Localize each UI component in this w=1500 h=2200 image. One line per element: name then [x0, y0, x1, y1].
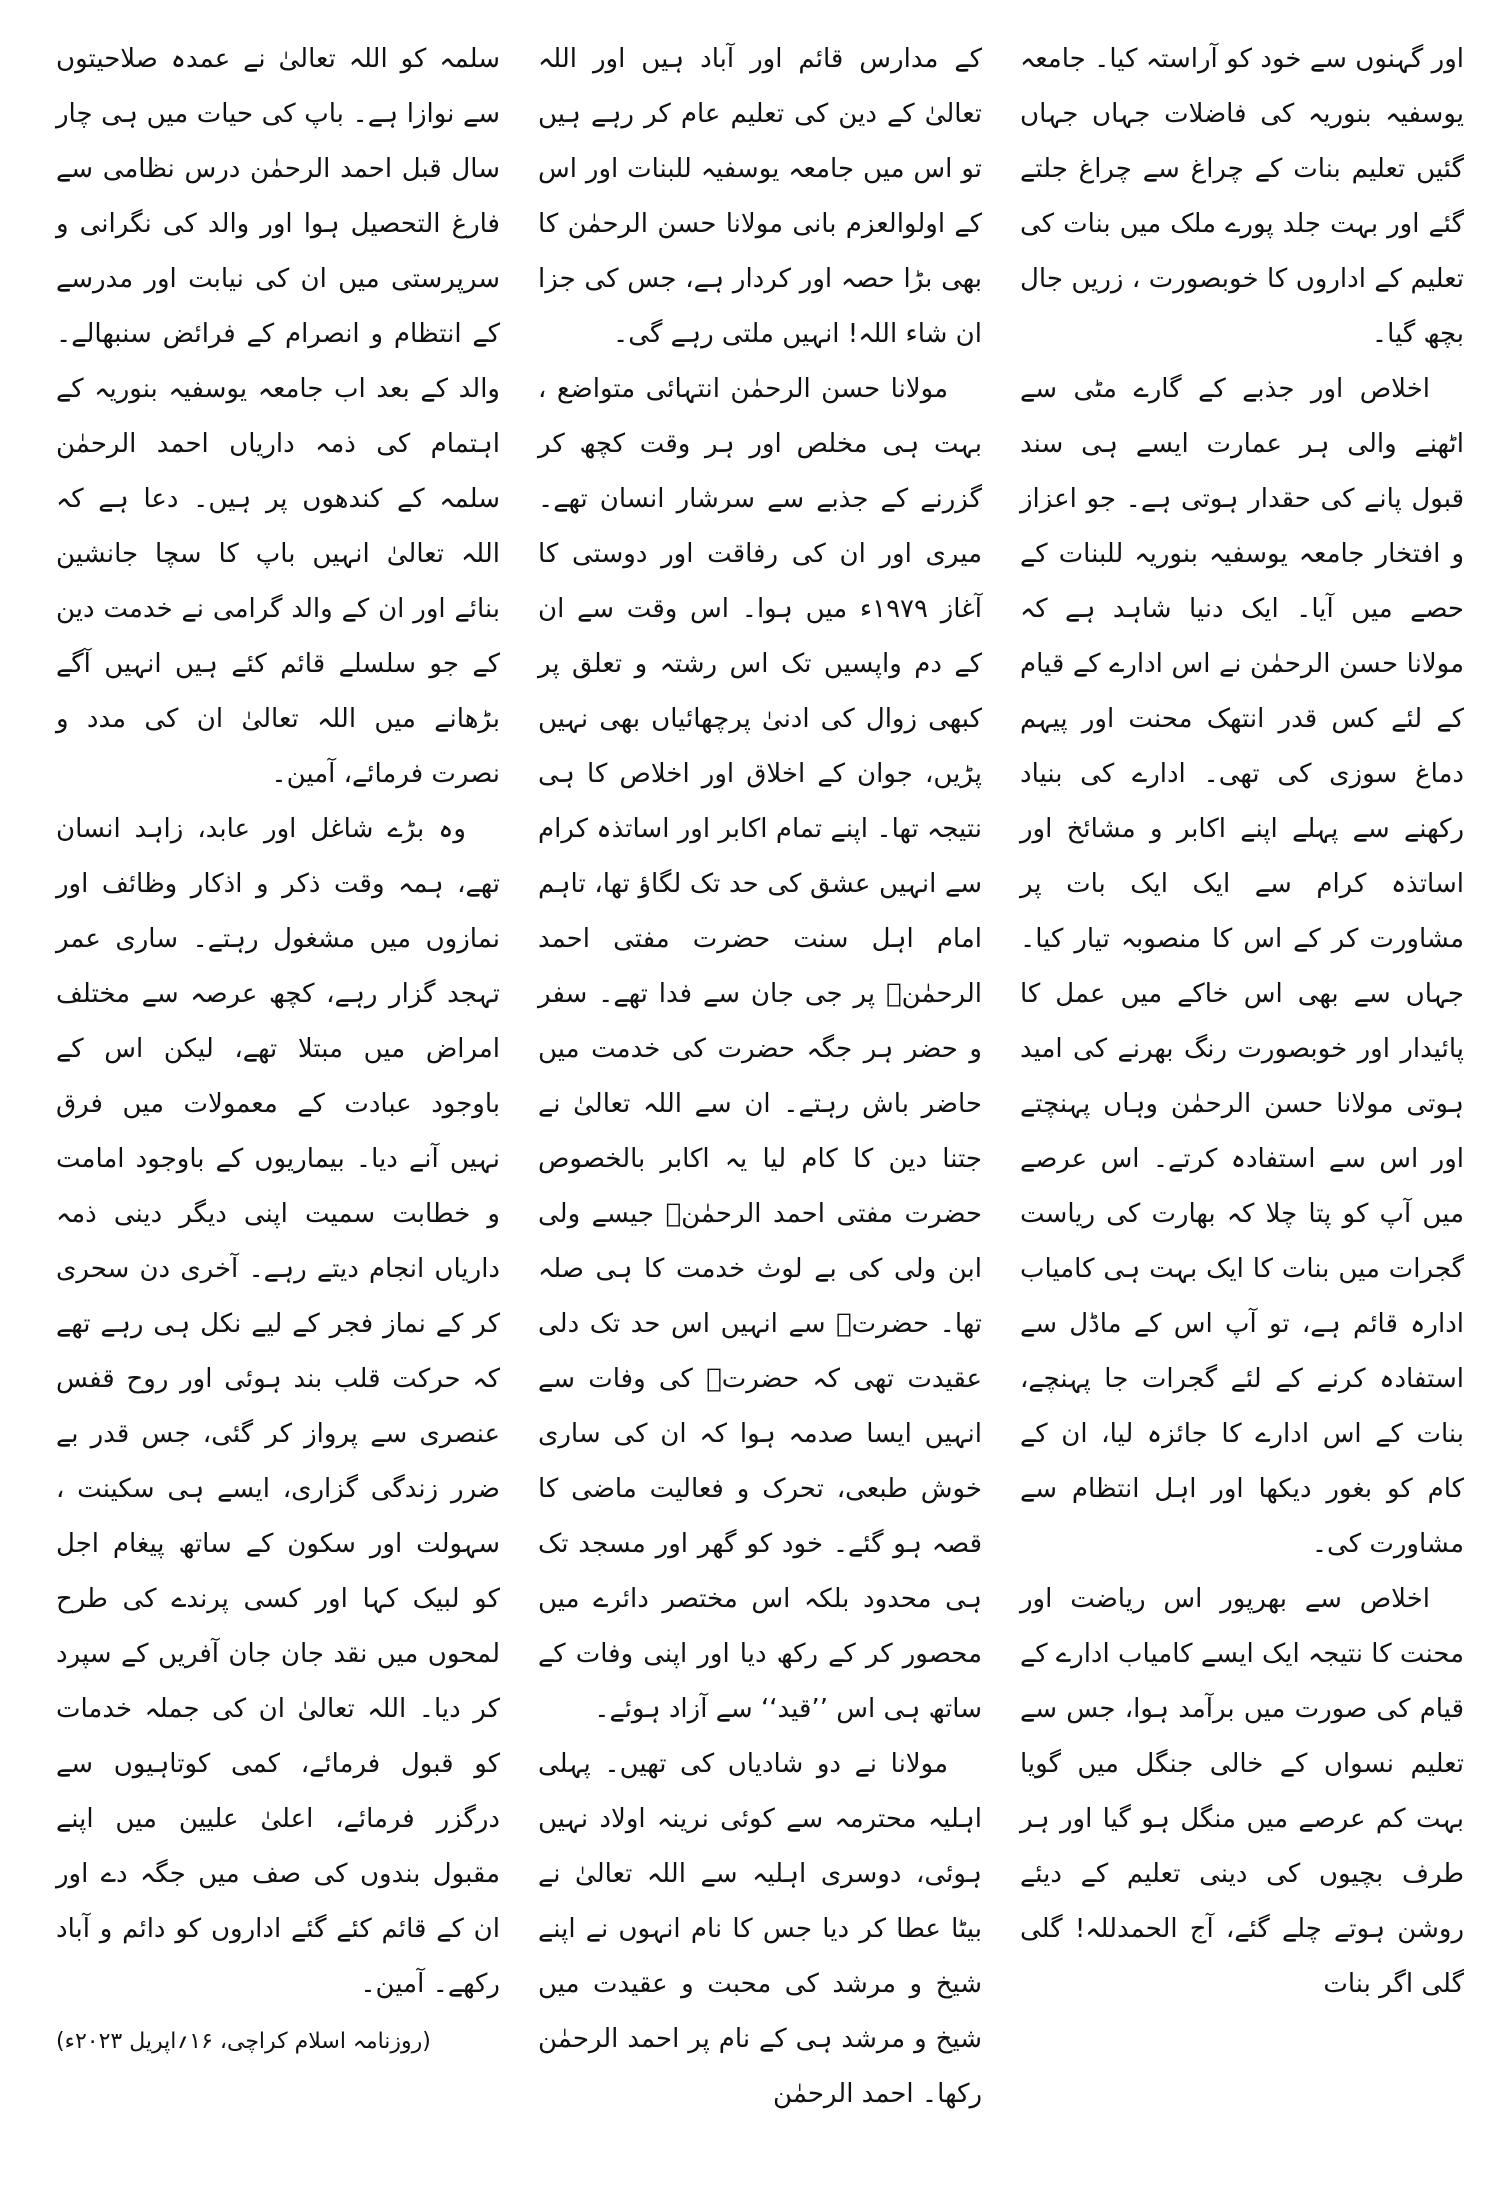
column-gap: [508, 32, 530, 2180]
column-left: [48, 32, 508, 2180]
paragraph: سلمہ کو اللہ تعالیٰ نے عمدہ صلاحیتوں سے نوازا ہے۔ باپ کی حیات میں ہی چار سال قبل احمد الرحمٰن درس نظامی سے فارغ التحصیل ہوا اور والد کی نگرانی و سرپرستی میں ان کی نیابت اور مدرسے کے انتظام و انصرام کے فرائض سنبھالے۔ والد کے بعد اب جامعہ یوسفیہ بنوریہ کے اہتمام کی ذمہ داریاں احمد الرحمٰن سلمہ کے کندھوں پر ہیں۔ دعا ہے کہ اللہ تعالیٰ انہیں باپ کا سچا جانشین بنائے اور ان کے والد گرامی نے خدمت دین کے جو سلسلے قائم کئے ہیں انہیں آگے بڑھانے میں اللہ تعالیٰ ان کی مدد و نصرت فرمائے، آمین۔: [56, 44, 500, 789]
paragraph: اخلاص سے بھرپور اس ریاضت اور محنت کا نتیجہ ایک ایسے کامیاب ادارے کے قیام کی صورت میں برآمد ہوا، جس سے تعلیم نسواں کے خالی جنگل میں گویا بہت کم عرصے میں منگل ہو گیا اور ہر طرف بچیوں کی دینی تعلیم کے دیئے روشن ہوتے چلے گئے، آج الحمدللہ! گلی گلی اگر بنات: [1020, 1584, 1464, 1999]
source-citation: (روزنامہ اسلام کراچی، ۱۶؍اپریل ۲۰۲۳ء): [56, 2029, 431, 2054]
paragraph: اور گہنوں سے خود کو آراستہ کیا۔ جامعہ یوسفیہ بنوریہ کی فاضلات جہاں جہاں گئیں تعلیم بنات کے چراغ سے چراغ جلتے گئے اور بہت جلد پورے ملک میں بنات کی تعلیم کے اداروں کا خوبصورت ، زریں جال بچھ گیا۔: [1020, 44, 1464, 349]
paragraph: مولانا نے دو شادیاں کی تھیں۔ پہلی اہلیہ محترمہ سے کوئی نرینہ اولاد نہیں ہوئی، دوسری اہلیہ سے اللہ تعالیٰ نے بیٹا عطا کر دیا جس کا نام انہوں نے اپنے شیخ و مرشد کی محبت و عقیدت میں شیخ و مرشد ہی کے نام پر احمد الرحمٰن رکھا۔ احمد الرحمٰن: [538, 1749, 982, 2109]
paragraph: کے مدارس قائم اور آباد ہیں اور اللہ تعالیٰ کے دین کی تعلیم عام کر رہے ہیں تو اس میں جامعہ یوسفیہ للبنات اور اس کے اولوالعزم بانی مولانا حسن الرحمٰن کا بھی بڑا حصہ اور کردار ہے، جس کی جزا ان شاء اللہ! انہیں ملتی رہے گی۔: [538, 44, 982, 349]
column-middle: [530, 32, 990, 2180]
paragraph: مولانا حسن الرحمٰن انتہائی متواضع ، بہت ہی مخلص اور ہر وقت کچھ کر گزرنے کے جذبے سے سرشار انسان تھے۔ میری اور ان کی رفاقت اور دوستی کا آغاز ۱۹۷۹ء میں ہوا۔ اس وقت سے ان کے دم واپسیں تک اس رشتہ و تعلق پر کبھی زوال کی ادنیٰ پرچھائیاں بھی نہیں پڑیں، جوان کے اخلاق اور اخلاص کا ہی نتیجہ تھا۔ اپنے تمام اکابر اور اساتذہ کرام سے انہیں عشق کی حد تک لگاؤ تھا، تاہم امام اہل سنت حضرت مفتی احمد الرحمٰنؒ پر جی جان سے فدا تھے۔ سفر و حضر ہر جگہ حضرت کی خدمت میں حاضر باش رہتے۔ ان سے اللہ تعالیٰ نے جتنا دین کا کام لیا یہ اکابر بالخصوص حضرت مفتی احمد الرحمٰنؒ جیسے ولی ابن ولی کی بے لوث خدمت کا ہی صلہ تھا۔ حضرتؒ سے انہیں اس حد تک دلی عقیدت تھی کہ حضرتؒ کی وفات سے انہیں ایسا صدمہ ہوا کہ ان کی ساری خوش طبعی، تحرک و فعالیت ماضی کا قصہ ہو گئے۔ خود کو گھر اور مسجد تک ہی محدود بلکہ اس مختصر دائرے میں محصور کر کے رکھ دیا اور اپنی وفات کے ساتھ ہی اس ’’قید‘‘ سے آزاد ہوئے۔: [538, 374, 982, 1724]
column-gap: [990, 32, 1012, 2180]
paragraph: وہ بڑے شاغل اور عابد، زاہد انسان تھے، ہمہ وقت ذکر و اذکار وظائف اور نمازوں میں مشغول رہتے۔ ساری عمر تہجد گزار رہے، کچھ عرصہ سے مختلف امراض میں مبتلا تھے، لیکن اس کے باوجود عبادت کے معمولات میں فرق نہیں آنے دیا۔ بیماریوں کے باوجود امامت و خطابت سمیت اپنی دیگر دینی ذمہ داریاں انجام دیتے رہے۔ آخری دن سحری کر کے نماز فجر کے لیے نکل ہی رہے تھے کہ حرکت قلب بند ہوئی اور روح قفس عنصری سے پرواز کر گئی، جس قدر بے ضرر زندگی گزاری، ایسے ہی سکینت ، سہولت اور سکون کے ساتھ پیغام اجل کو لبیک کہا اور کسی پرندے کی طرح لمحوں میں نقد جان جان آفریں کے سپرد کر دیا۔ اللہ تعالیٰ ان کی جملہ خدمات کو قبول فرمائے، کمی کوتاہیوں سے درگزر فرمائے، اعلیٰ علیین میں اپنے مقبول بندوں کی صف میں جگہ دے اور ان کے قائم کئے گئے اداروں کو دائم و آباد رکھے۔ آمین۔: [56, 814, 500, 1999]
column-right: [1012, 32, 1472, 2180]
paragraph: اخلاص اور جذبے کے گارے مٹی سے اٹھنے والی ہر عمارت ایسے ہی سند قبول پانے کی حقدار ہوتی ہے۔ جو اعزاز و افتخار جامعہ یوسفیہ بنوریہ للبنات کے حصے میں آیا۔ ایک دنیا شاہد ہے کہ مولانا حسن الرحمٰن نے اس ادارے کے قیام کے لئے کس قدر انتھک محنت اور پیہم دماغ سوزی کی تھی۔ ادارے کی بنیاد رکھنے سے پہلے اپنے اکابر و مشائخ اور اساتذہ کرام سے ایک ایک بات پر مشاورت کر کے اس کا منصوبہ تیار کیا۔ جہاں سے بھی اس خاکے میں عمل کا پائیدار اور خوبصورت رنگ بھرنے کی امید ہوتی مولانا حسن الرحمٰن وہاں پہنچتے اور اس سے استفادہ کرتے۔ اس عرصے میں آپ کو پتا چلا کہ بھارت کی ریاست گجرات میں بنات کا ایک بہت ہی کامیاب ادارہ قائم ہے، تو آپ اس کے ماڈل سے استفادہ کرنے کے لئے گجرات جا پہنچے، بنات کے اس ادارے کا جائزہ لیا، ان کے کام کو بغور دیکھا اور اہل انتظام سے مشاورت کی۔: [1020, 374, 1464, 1559]
